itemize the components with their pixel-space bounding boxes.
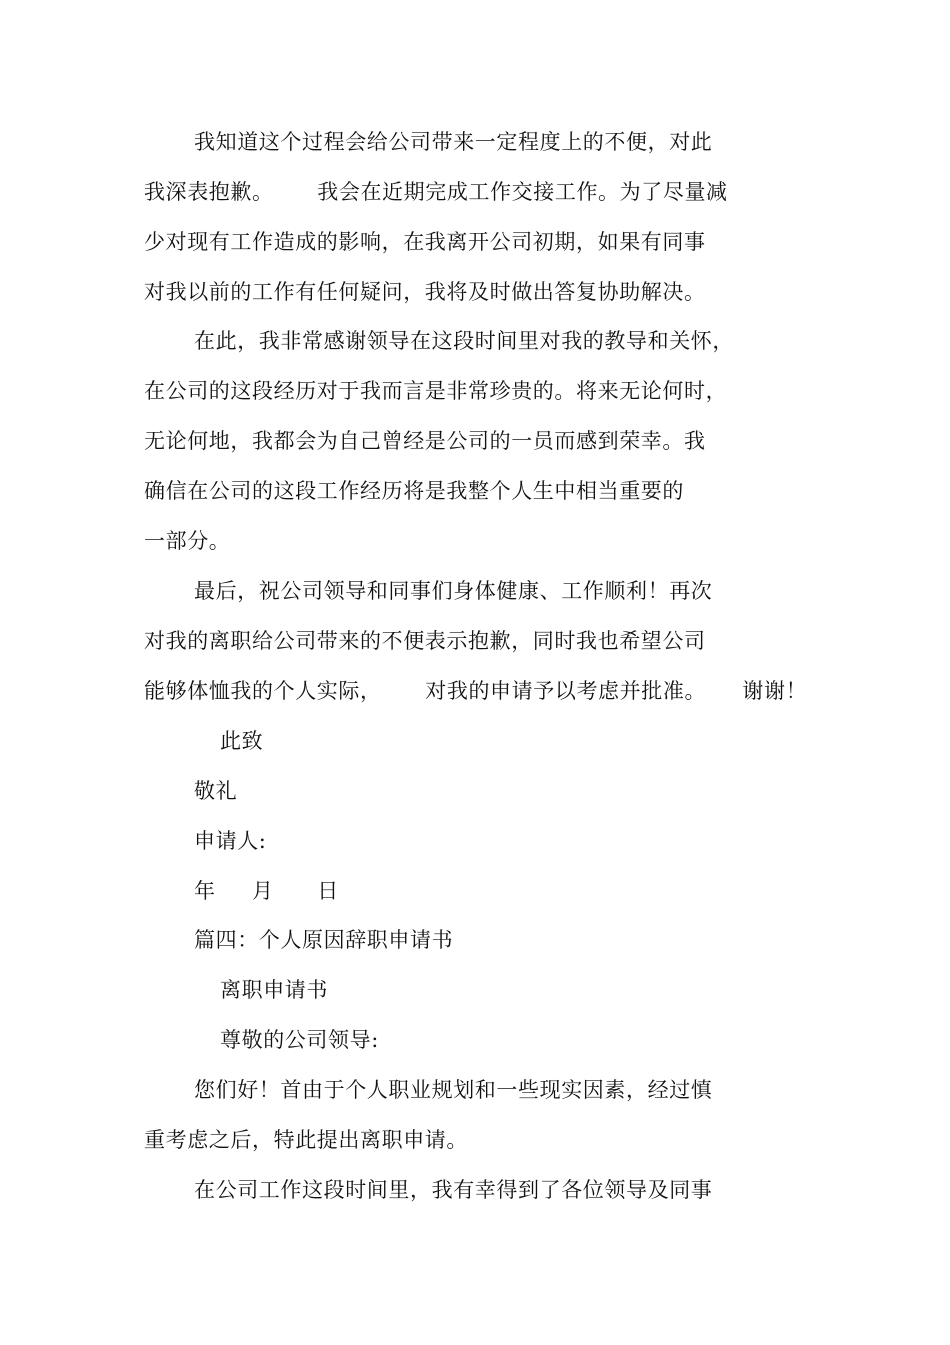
paragraph-4-line-1: 您们好！首由于个人职业规划和一些现实因素，经过慎 <box>194 1078 713 1102</box>
closing-date: 年 月 日 <box>194 879 339 903</box>
paragraph-2-line-2: 在公司的这段经历对于我而言是非常珍贵的。将来无论何时， <box>144 379 728 403</box>
paragraph-1-line-2: 我深表抱歉。 我会在近期完成工作交接工作。为了尽量减 <box>144 180 728 204</box>
paragraph-3-line-3: 能够体恤我的个人实际， 对我的申请予以考虑并批准。 谢谢！ <box>144 679 808 703</box>
closing-salute: 敬礼 <box>194 779 238 803</box>
closing-greeting: 此致 <box>220 729 264 753</box>
section-heading: 篇四：个人原因辞职申请书 <box>194 928 454 952</box>
paragraph-5-line-1: 在公司工作这段时间里，我有幸得到了各位领导及同事 <box>194 1178 713 1202</box>
letter-title: 离职申请书 <box>220 978 328 1002</box>
paragraph-2-line-4: 确信在公司的这段工作经历将是我整个人生中相当重要的 <box>144 479 684 503</box>
paragraph-2-line-5: 一部分。 <box>144 529 231 553</box>
paragraph-1-line-3: 少对现有工作造成的影响，在我离开公司初期，如果有同事 <box>144 230 706 254</box>
paragraph-4-line-2: 重考虑之后，特此提出离职申请。 <box>144 1128 468 1152</box>
paragraph-3-line-1: 最后，祝公司领导和同事们身体健康、工作顺利！再次 <box>194 579 713 603</box>
letter-salutation: 尊敬的公司领导: <box>220 1028 379 1052</box>
closing-applicant: 申请人: <box>194 829 267 853</box>
paragraph-3-line-2: 对我的离职给公司带来的不便表示抱歉，同时我也希望公司 <box>144 629 706 653</box>
paragraph-1-line-4: 对我以前的工作有任何疑问，我将及时做出答复协助解决。 <box>144 280 706 304</box>
paragraph-1-line-1: 我知道这个过程会给公司带来一定程度上的不便，对此 <box>194 130 713 154</box>
paragraph-2-line-3: 无论何地，我都会为自己曾经是公司的一员而感到荣幸。我 <box>144 429 706 453</box>
paragraph-2-line-1: 在此，我非常感谢领导在这段时间里对我的教导和关怀， <box>194 329 734 353</box>
